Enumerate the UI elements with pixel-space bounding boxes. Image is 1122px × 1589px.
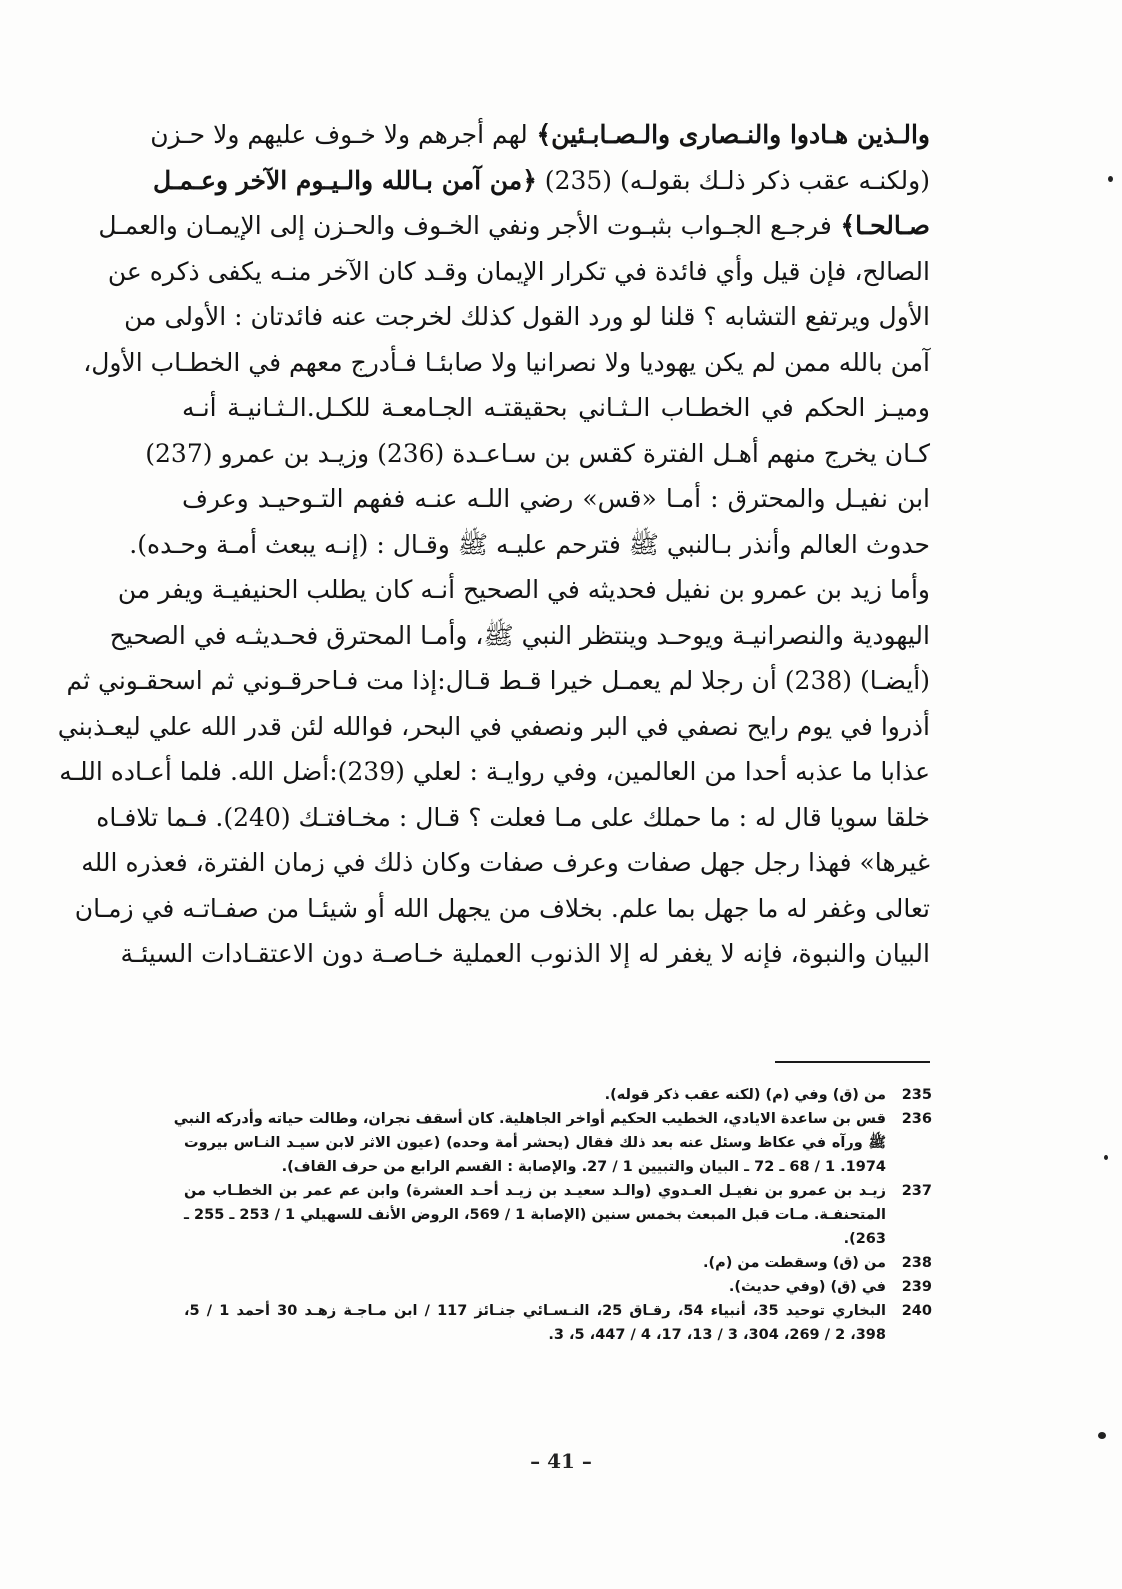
text-line: [124, 294, 930, 340]
text-segment: أذروا في يوم رايح نصفي في البر ونصفي في البحر، فوالله لئن قدر الله علي ليعـذبني: [57, 711, 930, 741]
text-line: [59, 749, 930, 795]
text-segment: الأول ويرتفع التشابه ؟ قلنا لو ورد القول كذلك لخرجت عنه فائدتان : الأولى من: [124, 302, 930, 331]
text-segment: الصالح، فإن قيل وأي فائدة في تكرار الإيمان وقـد كان الآخر منـه يكفى ذكره عن: [107, 256, 930, 286]
text-segment: وأما زيد بن عمرو بن نفيل فحديثه في الصحيح أنـه كان يطلب الحنيفيـة ويفر من: [117, 575, 930, 604]
text-segment: غيرها» فهذا رجل جهل صفات وعرف صفات وكان ذلك في زمان الفترة، فعذره الله: [81, 848, 930, 877]
text-line: [145, 431, 930, 477]
quran-quote: والـذين هـادوا والنـصارى والـصـابـئين﴾: [527, 120, 930, 149]
scan-speck: [1104, 1155, 1108, 1160]
text-line: [117, 567, 930, 613]
text-line: [74, 886, 930, 932]
footnote-number: 240: [901, 1303, 932, 1319]
text-line: [153, 158, 930, 204]
text-segment: حدوث العالم وأنذر بـالنبي ﷺ فترحم عليـه ﷺ وقـال : (إنـه يبعث أمـة وحـده).: [129, 529, 930, 559]
footnote-line: من (ق) وسقطت من (م).: [702, 1255, 886, 1271]
text-segment: وميـز الحكم في الخطـاب الـثـاني بحقيقتـه الجـامعـة للكـل.الـثـانيـة أنـه: [182, 393, 930, 422]
text-line: [83, 340, 930, 386]
footnote-line: من (ق) وفي (م) (لكنه عقب ذكر قوله).: [604, 1087, 886, 1103]
footnotes: [173, 1083, 932, 1347]
footnote-line: 263).: [843, 1231, 886, 1247]
footnote-separator: [775, 1061, 930, 1063]
text-segment: ابن نفيـل والمحترق : أمـا «قس» رضي اللـه عنـه ففهم التـوحيـد وعرف: [182, 484, 930, 513]
footnote-line: المتحنفـة. مـات قبل المبعث بخمس سنين (الإصابة 1 / 569، الروض الأنف للسهيلي 1 / 253 ـ 255 ـ: [184, 1207, 886, 1223]
footnote-line: 1974. 1 / 68 ـ 72 ـ البيان والتبيين 1 / 27. والإصابة : القسم الرابع من حرف القاف).: [281, 1159, 886, 1175]
text-segment: (ولكنـه عقب ذكر ذلـك بقولـه) (235): [536, 165, 930, 195]
text-segment: آمن بالله ممن لم يكن يهوديا ولا نصرانيا ولا صابئـا فـأدرج معهم في الخطـاب الأول،: [83, 347, 930, 377]
footnote-number: 239: [901, 1279, 932, 1295]
footnote: [184, 1275, 932, 1299]
text-line: [107, 249, 930, 295]
footnote: [184, 1251, 932, 1275]
scan-speck: [1098, 1432, 1106, 1439]
text-line: [109, 613, 930, 659]
text-line: [98, 203, 930, 249]
footnote-number: 236: [901, 1111, 932, 1127]
body-text: [57, 112, 930, 977]
footnote: [184, 1299, 932, 1347]
text-segment: تعالى وغفر له ما جهل بما علم. بخلاف من يجهل الله أو شيئـا من صفـاتـه في زمـان: [74, 893, 930, 923]
text-segment: اليهودية والنصرانيـة ويوحـد وينتظر النبي ﷺ، وأمـا المحترق فحـديثـه في الصحيح: [109, 620, 930, 650]
text-line: [57, 704, 930, 750]
text-line: [182, 476, 930, 522]
text-line: [182, 385, 930, 431]
text-line: [66, 658, 930, 704]
text-segment: لهم أجرهم ولا خـوف عليهم ولا حـزن: [150, 120, 528, 149]
text-segment: البيان والنبوة، فإنه لا يغفر له إلا الذنوب العملية خـاصـة دون الاعتقـادات السيئـة: [120, 939, 930, 968]
footnote: [173, 1107, 932, 1179]
footnote-number: 237: [901, 1183, 932, 1199]
footnote-line: في (ق) (وفي حديث).: [728, 1279, 886, 1295]
text-line: [150, 112, 930, 158]
text-segment: عذابا ما عذبه أحدا من العالمين، وفي روايـة : لعلي (239):أضل الله. فلما أعـاده اللـه: [59, 757, 930, 786]
quran-quote: ﴿من آمن بـالله والـيـوم الآخر وعـمـل: [153, 165, 537, 195]
footnote-line: ﷺ ورآه في عكاظ وسئل عنه بعد ذلك فقال (يحشر أمة وحده) (عيون الاثر لابن سيـد النـاس بيروت: [184, 1135, 886, 1151]
footnote-line: قس بن ساعدة الايادي، الخطيب الحكيم أواخر الجاهلية. كان أسقف نجران، وطالت حياته وأدركه النبي: [173, 1111, 886, 1127]
footnote-line: البخاري توحيد 35، أنبياء 54، رقـاق 25، النـسـائي جنـائز 117 / ابن مـاجـة زهـد 30 أحمد 1 / 5،: [184, 1303, 886, 1319]
footnote: [184, 1179, 932, 1251]
text-line: [81, 840, 930, 886]
text-line: [120, 931, 930, 977]
footnote-number: 238: [901, 1255, 932, 1271]
text-segment: (أيضـا) (238) أن رجلا لم يعمـل خيرا قـط قـال:إذا مت فـاحرقـوني ثم اسحقـوني ثم: [66, 666, 930, 695]
text-segment: خلقا سويا قال له : ما حملك على مـا فعلت ؟ قـال : مخـافتـك (240). فـما تلافـاه: [96, 802, 930, 832]
scan-speck: [1108, 176, 1113, 182]
text-line: [129, 522, 930, 568]
footnote-number: 235: [901, 1087, 932, 1103]
text-line: [96, 795, 930, 841]
text-segment: فرجـع الجـواب بثبـوت الأجر ونفي الخـوف والحـزن إلى الإيمـان والعمـل: [98, 211, 832, 240]
page-number: – 41 –: [530, 1449, 592, 1473]
footnote: [184, 1083, 932, 1107]
text-segment: كـان يخرج منهم أهـل الفترة كقس بن سـاعـدة (236) وزيـد بن عمرو (237): [145, 438, 930, 468]
footnote-line: 398، 2 / 269، 304، 3 / 13، 17، 4 / 447، 5، 3.: [548, 1327, 886, 1343]
quran-quote: صـالحـا﴾: [831, 211, 930, 240]
footnote-line: زيـد بن عمرو بن نفيـل العـدوي (والـد سعيـد بن زيـد أحـد العشرة) وابن عم عمر بن الخطـاب من: [184, 1183, 886, 1199]
